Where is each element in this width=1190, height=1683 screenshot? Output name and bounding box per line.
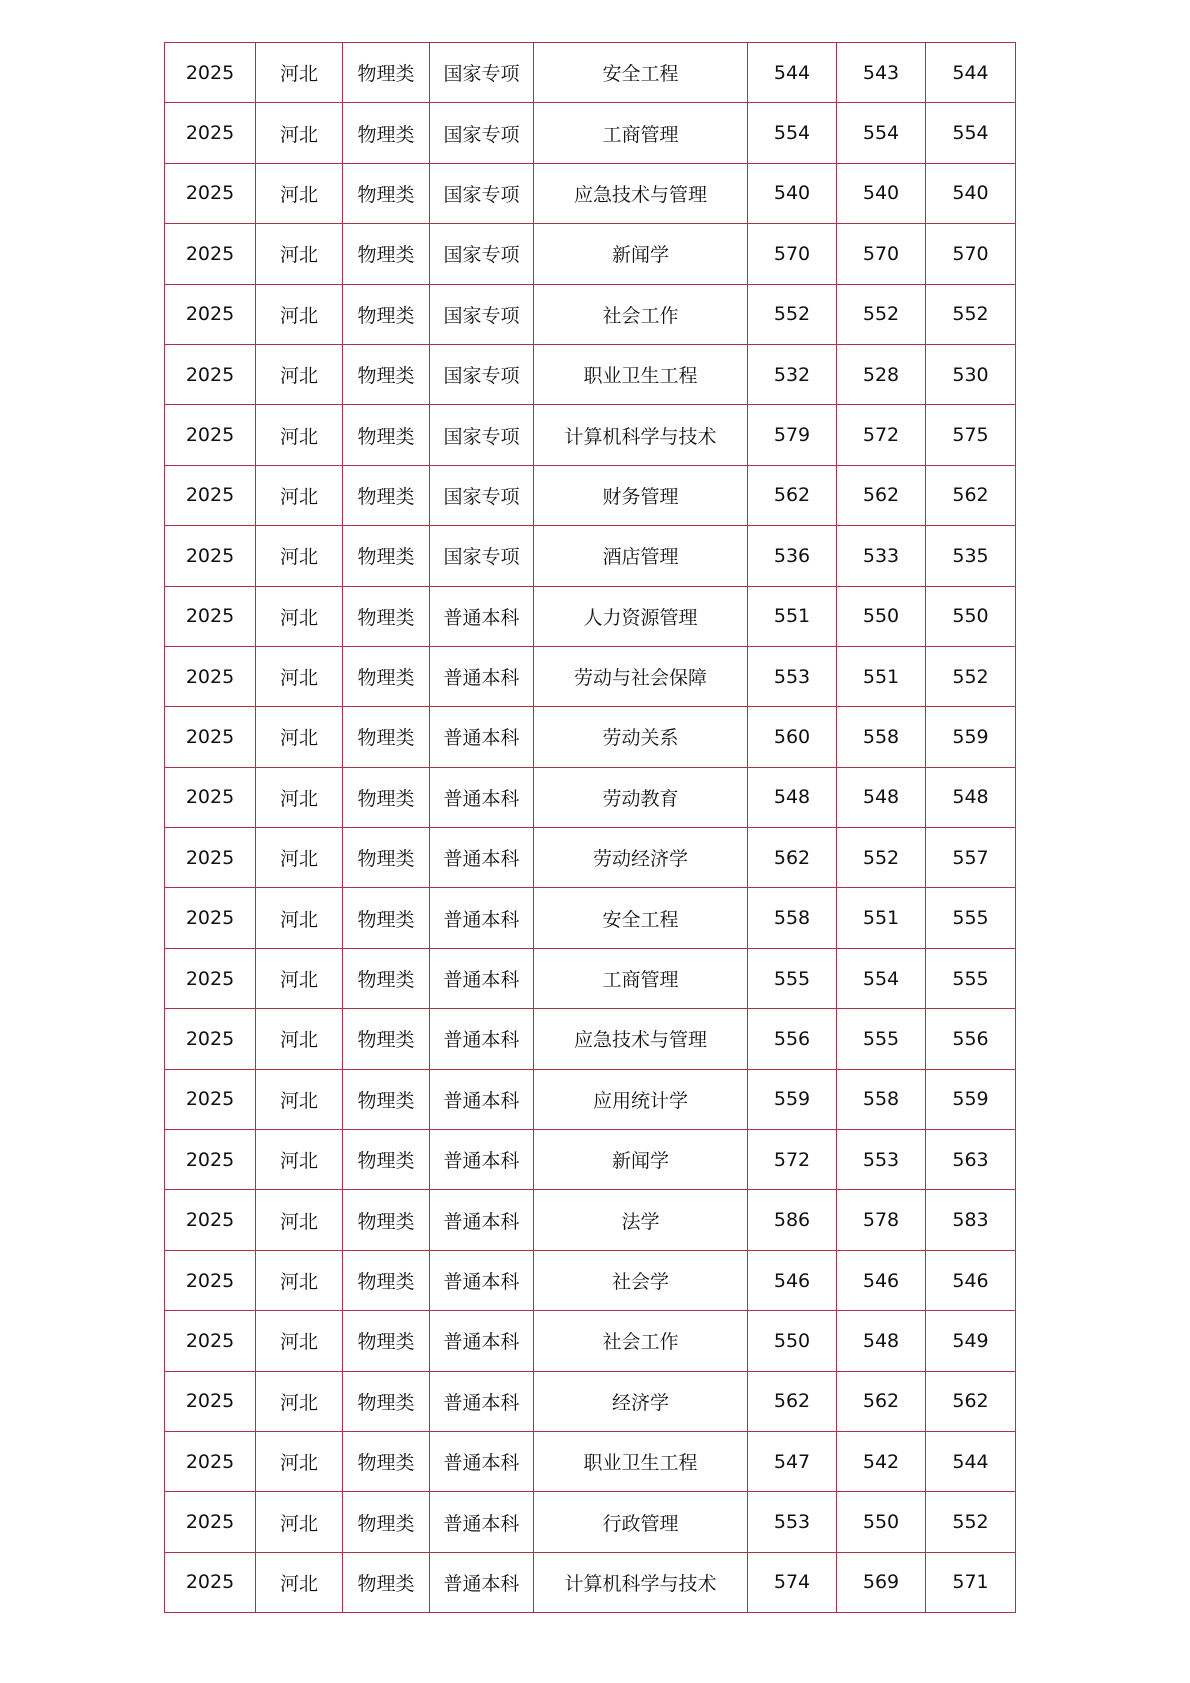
avg-score-cell: 554 (926, 103, 1016, 163)
min-score-cell: 548 (837, 767, 926, 827)
table-row (165, 828, 1016, 888)
table-row (165, 405, 1016, 465)
table-row (165, 1190, 1016, 1250)
table-row (165, 344, 1016, 404)
min-score-cell: 570 (837, 224, 926, 284)
avg-score-cell: 562 (926, 1371, 1016, 1431)
batch-cell: 普通本科 (430, 1431, 534, 1491)
max-score-cell: 562 (748, 828, 837, 888)
max-score-cell: 555 (748, 948, 837, 1008)
province-cell: 河北 (256, 224, 343, 284)
batch-cell: 普通本科 (430, 1250, 534, 1310)
avg-score-cell: 563 (926, 1130, 1016, 1190)
min-score-cell: 552 (837, 284, 926, 344)
year-cell: 2025 (165, 465, 256, 525)
major-cell: 行政管理 (534, 1492, 748, 1552)
major-cell: 酒店管理 (534, 526, 748, 586)
province-cell: 河北 (256, 707, 343, 767)
province-cell: 河北 (256, 1492, 343, 1552)
year-cell: 2025 (165, 405, 256, 465)
max-score-cell: 553 (748, 646, 837, 706)
max-score-cell: 551 (748, 586, 837, 646)
avg-score-cell: 557 (926, 828, 1016, 888)
year-cell: 2025 (165, 224, 256, 284)
year-cell: 2025 (165, 767, 256, 827)
max-score-cell: 540 (748, 163, 837, 223)
max-score-cell: 548 (748, 767, 837, 827)
subject-type-cell: 物理类 (343, 586, 430, 646)
year-cell: 2025 (165, 1371, 256, 1431)
subject-type-cell: 物理类 (343, 1009, 430, 1069)
subject-type-cell: 物理类 (343, 1130, 430, 1190)
major-cell: 人力资源管理 (534, 586, 748, 646)
year-cell: 2025 (165, 43, 256, 103)
max-score-cell: 558 (748, 888, 837, 948)
major-cell: 计算机科学与技术 (534, 1552, 748, 1612)
avg-score-cell: 556 (926, 1009, 1016, 1069)
batch-cell: 普通本科 (430, 828, 534, 888)
batch-cell: 国家专项 (430, 163, 534, 223)
subject-type-cell: 物理类 (343, 1250, 430, 1310)
major-cell: 劳动关系 (534, 707, 748, 767)
min-score-cell: 572 (837, 405, 926, 465)
max-score-cell: 556 (748, 1009, 837, 1069)
min-score-cell: 540 (837, 163, 926, 223)
batch-cell: 普通本科 (430, 586, 534, 646)
avg-score-cell: 575 (926, 405, 1016, 465)
year-cell: 2025 (165, 344, 256, 404)
table-row (165, 43, 1016, 103)
batch-cell: 普通本科 (430, 1492, 534, 1552)
min-score-cell: 554 (837, 948, 926, 1008)
subject-type-cell: 物理类 (343, 707, 430, 767)
avg-score-cell: 530 (926, 344, 1016, 404)
table-row (165, 767, 1016, 827)
subject-type-cell: 物理类 (343, 1311, 430, 1371)
province-cell: 河北 (256, 1311, 343, 1371)
subject-type-cell: 物理类 (343, 828, 430, 888)
major-cell: 经济学 (534, 1371, 748, 1431)
table-row (165, 1130, 1016, 1190)
batch-cell: 国家专项 (430, 43, 534, 103)
max-score-cell: 559 (748, 1069, 837, 1129)
year-cell: 2025 (165, 646, 256, 706)
table-row (165, 1552, 1016, 1612)
major-cell: 劳动教育 (534, 767, 748, 827)
province-cell: 河北 (256, 405, 343, 465)
avg-score-cell: 583 (926, 1190, 1016, 1250)
subject-type-cell: 物理类 (343, 284, 430, 344)
subject-type-cell: 物理类 (343, 1552, 430, 1612)
batch-cell: 普通本科 (430, 1130, 534, 1190)
subject-type-cell: 物理类 (343, 163, 430, 223)
avg-score-cell: 555 (926, 888, 1016, 948)
table-row (165, 224, 1016, 284)
subject-type-cell: 物理类 (343, 344, 430, 404)
subject-type-cell: 物理类 (343, 1371, 430, 1431)
major-cell: 应用统计学 (534, 1069, 748, 1129)
subject-type-cell: 物理类 (343, 405, 430, 465)
major-cell: 应急技术与管理 (534, 163, 748, 223)
table-row (165, 526, 1016, 586)
min-score-cell: 578 (837, 1190, 926, 1250)
year-cell: 2025 (165, 526, 256, 586)
min-score-cell: 553 (837, 1130, 926, 1190)
max-score-cell: 554 (748, 103, 837, 163)
year-cell: 2025 (165, 1552, 256, 1612)
batch-cell: 国家专项 (430, 465, 534, 525)
max-score-cell: 574 (748, 1552, 837, 1612)
max-score-cell: 560 (748, 707, 837, 767)
province-cell: 河北 (256, 586, 343, 646)
table-row (165, 707, 1016, 767)
max-score-cell: 546 (748, 1250, 837, 1310)
avg-score-cell: 570 (926, 224, 1016, 284)
table-row (165, 1250, 1016, 1310)
year-cell: 2025 (165, 888, 256, 948)
max-score-cell: 579 (748, 405, 837, 465)
major-cell: 计算机科学与技术 (534, 405, 748, 465)
min-score-cell: 528 (837, 344, 926, 404)
year-cell: 2025 (165, 1130, 256, 1190)
province-cell: 河北 (256, 888, 343, 948)
province-cell: 河北 (256, 1250, 343, 1310)
min-score-cell: 550 (837, 1492, 926, 1552)
batch-cell: 普通本科 (430, 1552, 534, 1612)
province-cell: 河北 (256, 1371, 343, 1431)
max-score-cell: 586 (748, 1190, 837, 1250)
avg-score-cell: 550 (926, 586, 1016, 646)
max-score-cell: 532 (748, 344, 837, 404)
major-cell: 社会学 (534, 1250, 748, 1310)
province-cell: 河北 (256, 43, 343, 103)
year-cell: 2025 (165, 163, 256, 223)
batch-cell: 国家专项 (430, 224, 534, 284)
avg-score-cell: 559 (926, 707, 1016, 767)
table-row (165, 1371, 1016, 1431)
min-score-cell: 548 (837, 1311, 926, 1371)
province-cell: 河北 (256, 1190, 343, 1250)
province-cell: 河北 (256, 767, 343, 827)
province-cell: 河北 (256, 1069, 343, 1129)
table-row (165, 948, 1016, 1008)
max-score-cell: 553 (748, 1492, 837, 1552)
table-row (165, 586, 1016, 646)
subject-type-cell: 物理类 (343, 224, 430, 284)
table-row (165, 284, 1016, 344)
avg-score-cell: 552 (926, 284, 1016, 344)
subject-type-cell: 物理类 (343, 948, 430, 1008)
province-cell: 河北 (256, 526, 343, 586)
major-cell: 劳动与社会保障 (534, 646, 748, 706)
subject-type-cell: 物理类 (343, 43, 430, 103)
min-score-cell: 546 (837, 1250, 926, 1310)
table-row (165, 163, 1016, 223)
max-score-cell: 562 (748, 1371, 837, 1431)
min-score-cell: 562 (837, 1371, 926, 1431)
batch-cell: 国家专项 (430, 103, 534, 163)
subject-type-cell: 物理类 (343, 1431, 430, 1491)
batch-cell: 普通本科 (430, 1371, 534, 1431)
min-score-cell: 551 (837, 646, 926, 706)
min-score-cell: 558 (837, 1069, 926, 1129)
year-cell: 2025 (165, 1311, 256, 1371)
major-cell: 财务管理 (534, 465, 748, 525)
province-cell: 河北 (256, 1431, 343, 1491)
major-cell: 社会工作 (534, 284, 748, 344)
table-row (165, 888, 1016, 948)
year-cell: 2025 (165, 1069, 256, 1129)
province-cell: 河北 (256, 1009, 343, 1069)
min-score-cell: 542 (837, 1431, 926, 1491)
table-row (165, 1311, 1016, 1371)
major-cell: 新闻学 (534, 1130, 748, 1190)
avg-score-cell: 571 (926, 1552, 1016, 1612)
avg-score-cell: 544 (926, 1431, 1016, 1491)
major-cell: 职业卫生工程 (534, 1431, 748, 1491)
max-score-cell: 550 (748, 1311, 837, 1371)
table-body (165, 43, 1016, 1613)
batch-cell: 国家专项 (430, 405, 534, 465)
subject-type-cell: 物理类 (343, 526, 430, 586)
major-cell: 工商管理 (534, 948, 748, 1008)
province-cell: 河北 (256, 163, 343, 223)
batch-cell: 国家专项 (430, 284, 534, 344)
avg-score-cell: 552 (926, 1492, 1016, 1552)
subject-type-cell: 物理类 (343, 103, 430, 163)
major-cell: 法学 (534, 1190, 748, 1250)
major-cell: 应急技术与管理 (534, 1009, 748, 1069)
min-score-cell: 554 (837, 103, 926, 163)
province-cell: 河北 (256, 344, 343, 404)
subject-type-cell: 物理类 (343, 1492, 430, 1552)
year-cell: 2025 (165, 828, 256, 888)
min-score-cell: 543 (837, 43, 926, 103)
min-score-cell: 558 (837, 707, 926, 767)
batch-cell: 普通本科 (430, 888, 534, 948)
avg-score-cell: 546 (926, 1250, 1016, 1310)
major-cell: 新闻学 (534, 224, 748, 284)
province-cell: 河北 (256, 103, 343, 163)
batch-cell: 普通本科 (430, 1009, 534, 1069)
province-cell: 河北 (256, 1130, 343, 1190)
subject-type-cell: 物理类 (343, 1069, 430, 1129)
avg-score-cell: 544 (926, 43, 1016, 103)
avg-score-cell: 552 (926, 646, 1016, 706)
subject-type-cell: 物理类 (343, 888, 430, 948)
avg-score-cell: 555 (926, 948, 1016, 1008)
min-score-cell: 550 (837, 586, 926, 646)
table-row (165, 1431, 1016, 1491)
table-row (165, 1069, 1016, 1129)
year-cell: 2025 (165, 707, 256, 767)
avg-score-cell: 559 (926, 1069, 1016, 1129)
batch-cell: 普通本科 (430, 1190, 534, 1250)
max-score-cell: 547 (748, 1431, 837, 1491)
batch-cell: 普通本科 (430, 948, 534, 1008)
table-row (165, 646, 1016, 706)
year-cell: 2025 (165, 1190, 256, 1250)
subject-type-cell: 物理类 (343, 767, 430, 827)
major-cell: 安全工程 (534, 43, 748, 103)
max-score-cell: 570 (748, 224, 837, 284)
max-score-cell: 562 (748, 465, 837, 525)
province-cell: 河北 (256, 646, 343, 706)
min-score-cell: 533 (837, 526, 926, 586)
year-cell: 2025 (165, 1431, 256, 1491)
avg-score-cell: 535 (926, 526, 1016, 586)
year-cell: 2025 (165, 948, 256, 1008)
year-cell: 2025 (165, 103, 256, 163)
subject-type-cell: 物理类 (343, 1190, 430, 1250)
province-cell: 河北 (256, 465, 343, 525)
avg-score-cell: 540 (926, 163, 1016, 223)
min-score-cell: 569 (837, 1552, 926, 1612)
major-cell: 职业卫生工程 (534, 344, 748, 404)
province-cell: 河北 (256, 948, 343, 1008)
table-row (165, 103, 1016, 163)
batch-cell: 国家专项 (430, 344, 534, 404)
batch-cell: 普通本科 (430, 767, 534, 827)
major-cell: 安全工程 (534, 888, 748, 948)
table-row (165, 1009, 1016, 1069)
max-score-cell: 536 (748, 526, 837, 586)
batch-cell: 普通本科 (430, 646, 534, 706)
max-score-cell: 572 (748, 1130, 837, 1190)
min-score-cell: 552 (837, 828, 926, 888)
province-cell: 河北 (256, 828, 343, 888)
avg-score-cell: 548 (926, 767, 1016, 827)
year-cell: 2025 (165, 1009, 256, 1069)
subject-type-cell: 物理类 (343, 646, 430, 706)
max-score-cell: 544 (748, 43, 837, 103)
major-cell: 社会工作 (534, 1311, 748, 1371)
batch-cell: 国家专项 (430, 526, 534, 586)
year-cell: 2025 (165, 1492, 256, 1552)
subject-type-cell: 物理类 (343, 465, 430, 525)
min-score-cell: 551 (837, 888, 926, 948)
avg-score-cell: 562 (926, 465, 1016, 525)
table-row (165, 1492, 1016, 1552)
table-row (165, 465, 1016, 525)
batch-cell: 普通本科 (430, 1311, 534, 1371)
major-cell: 劳动经济学 (534, 828, 748, 888)
province-cell: 河北 (256, 284, 343, 344)
avg-score-cell: 549 (926, 1311, 1016, 1371)
year-cell: 2025 (165, 1250, 256, 1310)
min-score-cell: 555 (837, 1009, 926, 1069)
batch-cell: 普通本科 (430, 1069, 534, 1129)
batch-cell: 普通本科 (430, 707, 534, 767)
admission-scores-table (164, 42, 1016, 1613)
min-score-cell: 562 (837, 465, 926, 525)
province-cell: 河北 (256, 1552, 343, 1612)
year-cell: 2025 (165, 586, 256, 646)
year-cell: 2025 (165, 284, 256, 344)
major-cell: 工商管理 (534, 103, 748, 163)
max-score-cell: 552 (748, 284, 837, 344)
